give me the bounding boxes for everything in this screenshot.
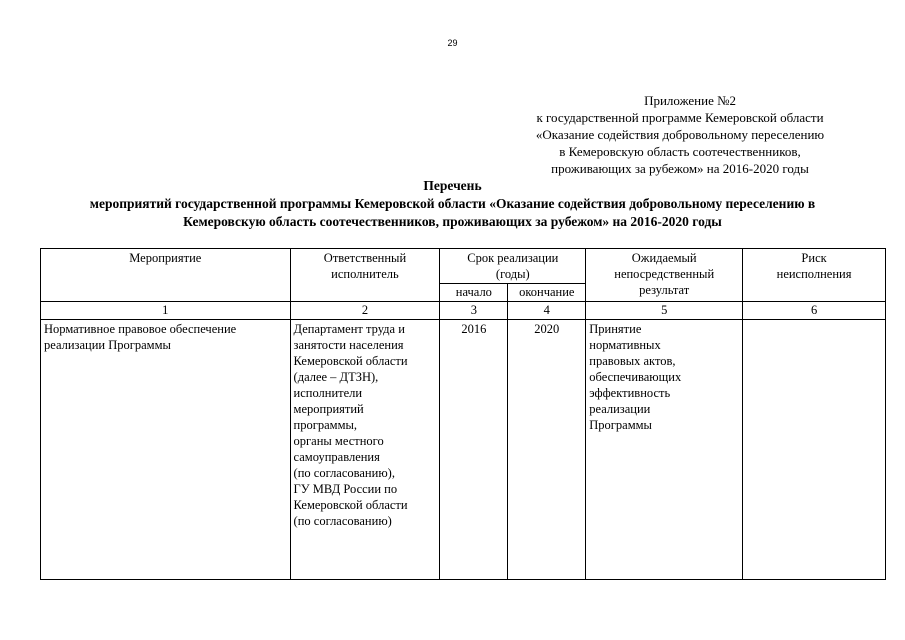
- heading-subtitle-line: Кемеровскую область соотечественников, проживающих за рубежом» на 2016-2020 годы: [183, 214, 722, 229]
- events-table: [40, 248, 886, 580]
- column-number: 5: [586, 302, 743, 320]
- page-number: 29: [447, 38, 458, 48]
- header-result: Ожидаемый непосредственный результат: [586, 249, 743, 302]
- header-period: Срок реализации (годы): [440, 249, 586, 284]
- column-number: 1: [41, 302, 291, 320]
- appendix-line: к государственной программе Кемеровской области: [536, 110, 824, 125]
- appendix-line: в Кемеровскую область соотечественников,: [559, 144, 801, 159]
- appendix-block: [500, 92, 860, 177]
- column-number: 6: [743, 302, 886, 320]
- cell-risk: [743, 320, 886, 580]
- document-heading: [20, 177, 885, 231]
- column-number: 2: [290, 302, 440, 320]
- heading-title: Перечень: [423, 178, 482, 193]
- heading-subtitle-line: мероприятий государственной программы Кемеровской области «Оказание содействия добровольному переселению в: [89, 196, 816, 211]
- cell-result: Принятие нормативных правовых актов, обеспечивающих эффективность реализации Программы: [586, 320, 743, 580]
- column-number: 4: [508, 302, 586, 320]
- cell-end: 2020: [508, 320, 586, 580]
- header-end: окончание: [508, 284, 586, 302]
- appendix-line: Приложение №2: [644, 93, 736, 108]
- header-executor: Ответственный исполнитель: [290, 249, 440, 302]
- header-start: начало: [440, 284, 508, 302]
- cell-start: 2016: [440, 320, 508, 580]
- cell-event: Нормативное правовое обеспечение реализации Программы: [41, 320, 291, 580]
- appendix-line: «Оказание содействия добровольному переселению: [535, 127, 825, 142]
- column-number: 3: [440, 302, 508, 320]
- table-row: [41, 320, 886, 580]
- appendix-line: проживающих за рубежом» на 2016-2020 годы: [551, 161, 809, 176]
- cell-executor: Департамент труда и занятости населения Кемеровской области (далее – ДТЗН), исполнители мероприятий программы, органы местного самоуправления (по согласованию), ГУ МВД России по Кемеровской области (по согласованию): [290, 320, 440, 580]
- header-risk: Риск неисполнения: [743, 249, 886, 302]
- header-event: Мероприятие: [41, 249, 291, 302]
